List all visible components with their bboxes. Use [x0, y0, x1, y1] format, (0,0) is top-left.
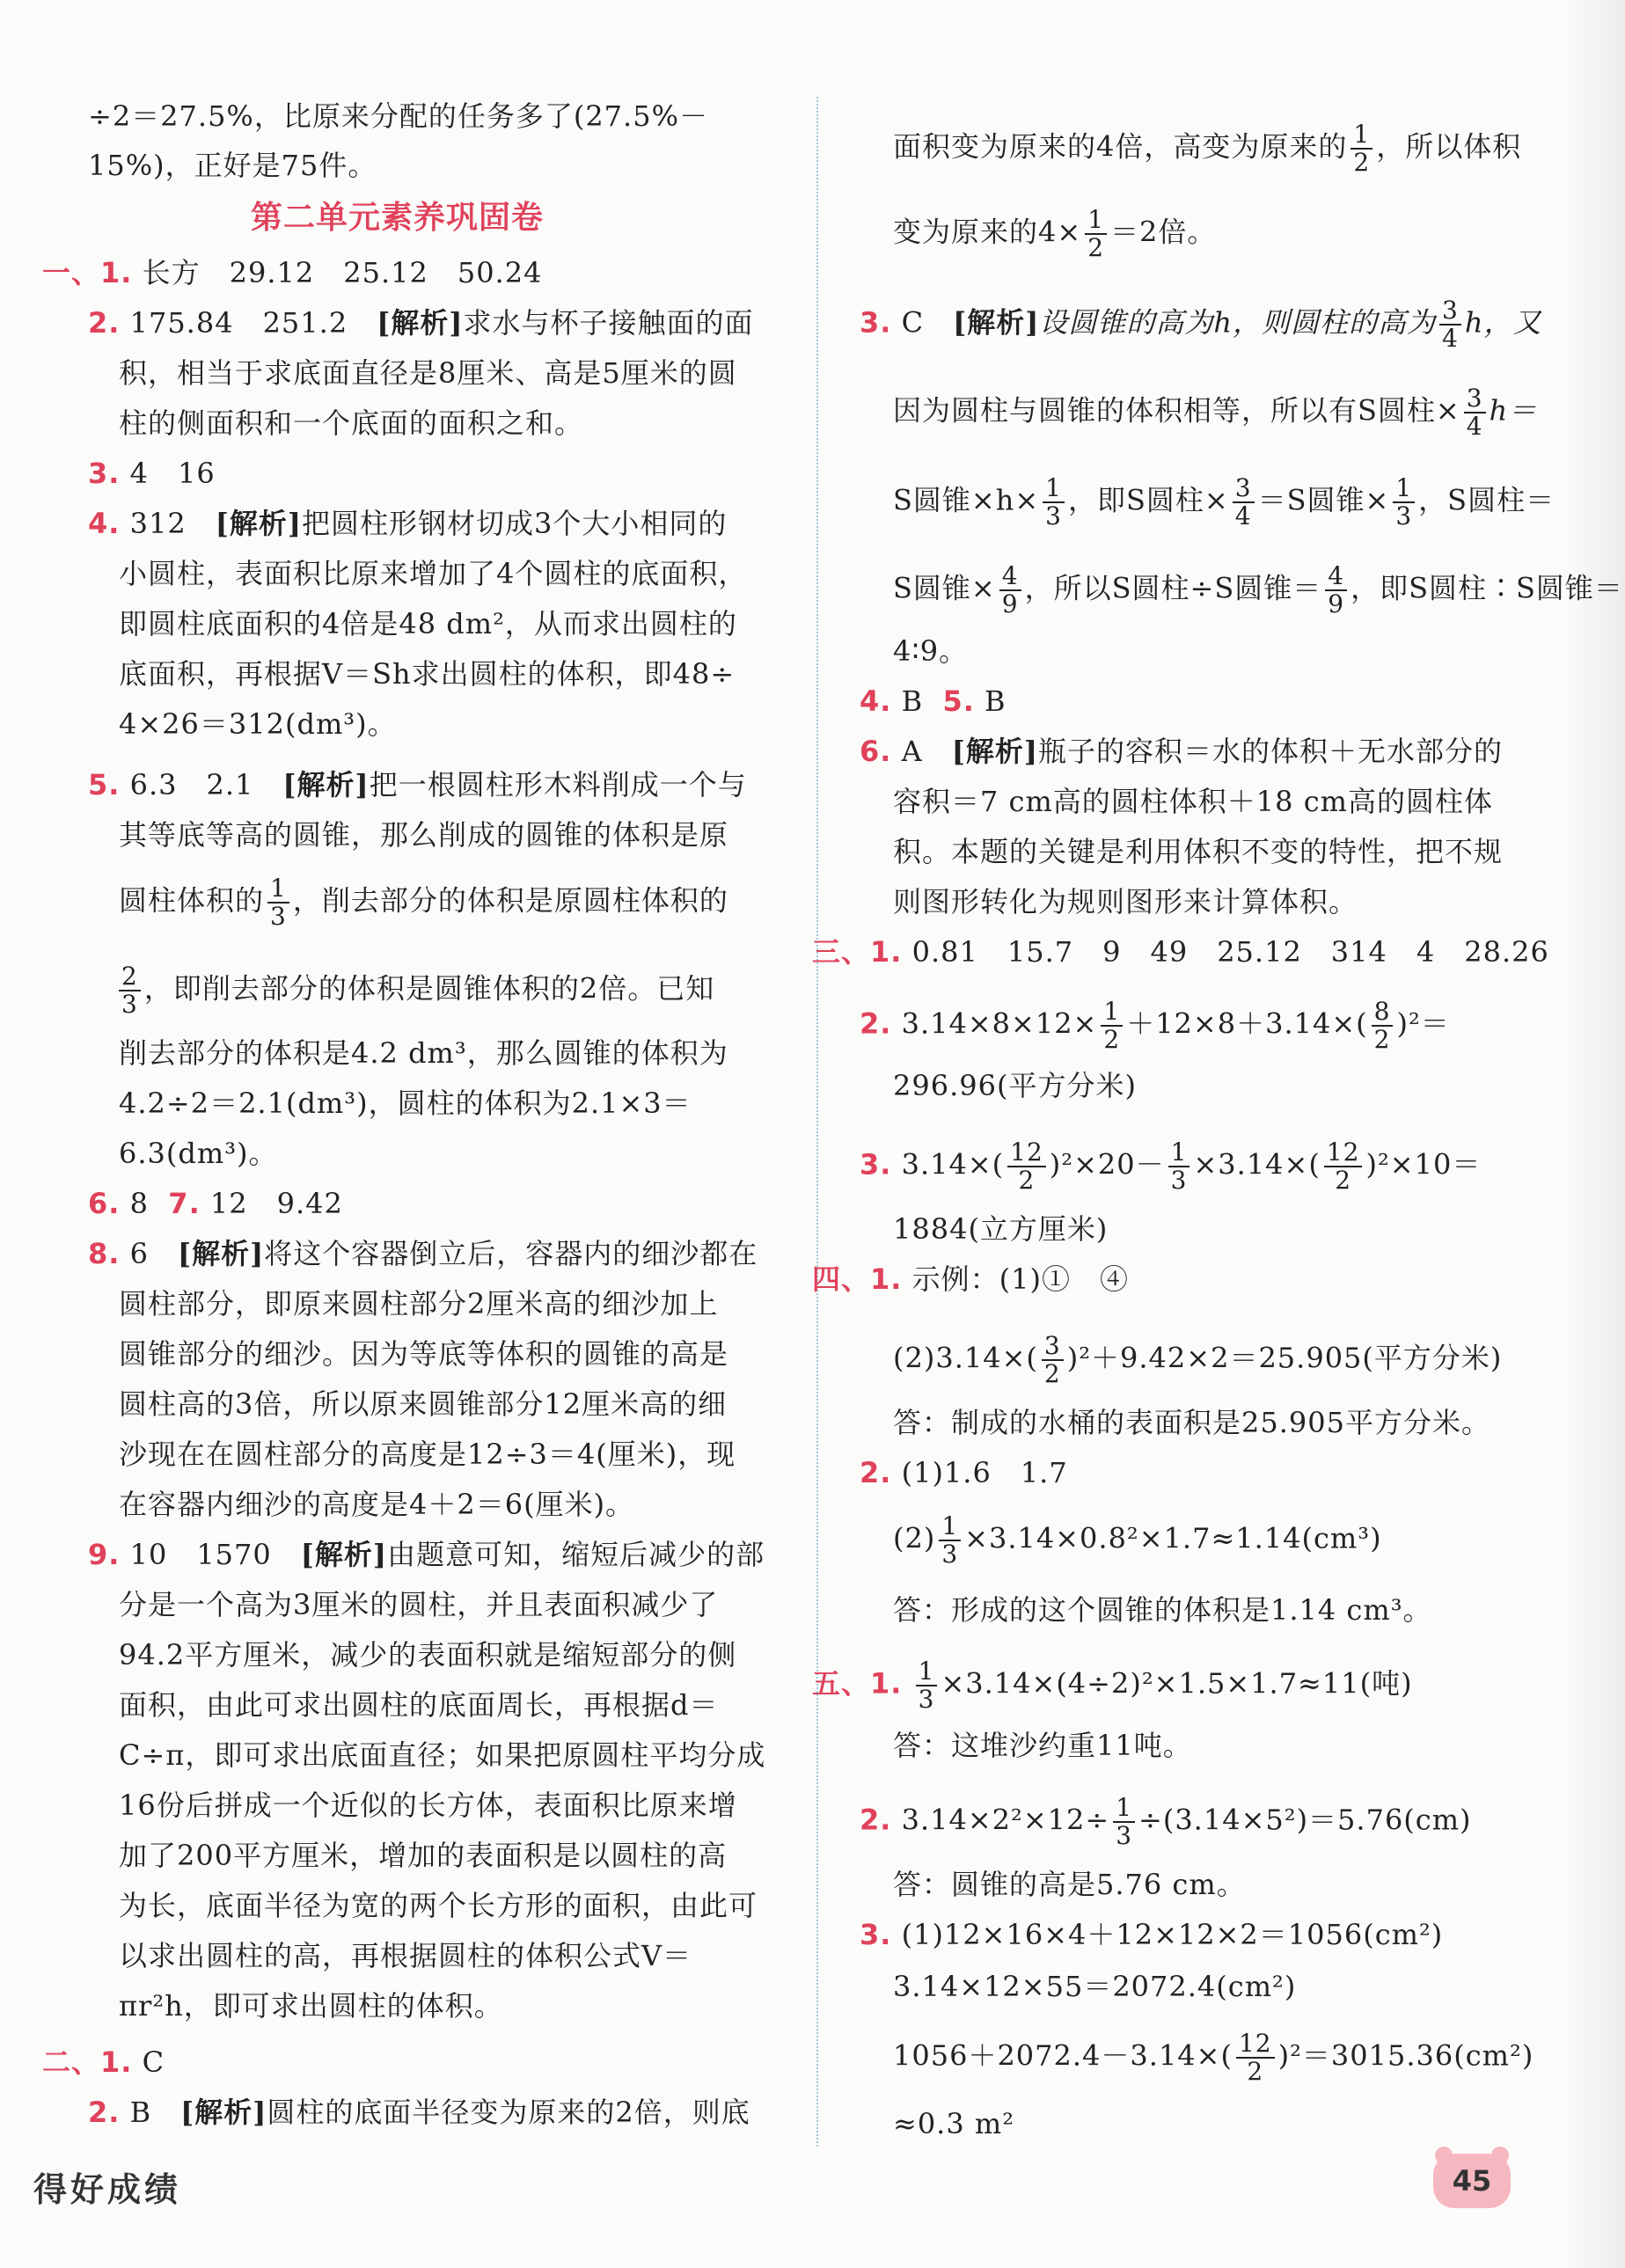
analysis-text: 由题意可知，缩短后减少的部: [387, 1538, 765, 1571]
answer-1-9: [88, 1535, 765, 1574]
numerator: 12: [1326, 1138, 1360, 1167]
denominator: 4: [1464, 412, 1486, 440]
denominator: 2: [1101, 1025, 1123, 1053]
denominator: 2: [1351, 148, 1372, 176]
text-line: 94.2平方厘米，减少的表面积就是缩短部分的侧: [119, 1638, 737, 1672]
numerator: 1: [1395, 473, 1413, 502]
text-span: ×20－: [1073, 1147, 1165, 1182]
numerator: 12: [1010, 1138, 1043, 1167]
fraction-3-4: [1464, 385, 1486, 440]
answer-text: 12 9.42: [209, 1187, 343, 1220]
fraction-1-3: [939, 1513, 961, 1568]
text-line: 答：制成的水桶的表面积是25.905平方分米。: [893, 1406, 1490, 1439]
text-span: ，削去部分的体积是原圆柱体积的: [292, 883, 728, 918]
fraction-1-3: [916, 1658, 938, 1713]
text-line: [893, 563, 1623, 618]
text-span: 圆柱体积的: [119, 883, 265, 918]
text-line: [893, 1513, 1382, 1568]
text-line: 圆柱部分，即原来圆柱部分2厘米高的细沙加上: [119, 1287, 719, 1321]
answer-text: 8: [129, 1187, 149, 1220]
denominator: 3: [939, 1540, 961, 1568]
fraction-8-2: [1372, 999, 1394, 1053]
item-number: 2.: [88, 2096, 121, 2129]
text-line: 1056＋2072.4－3.14×( $\frac{12}{2}$ )²＝3015.36(cm²): [893, 2029, 1534, 2086]
text-line: [893, 121, 1521, 176]
answer-text: 6.3 2.1: [129, 768, 283, 801]
numerator: 4: [1001, 561, 1019, 590]
text-line: 答：形成的这个圆锥的体积是1.14 cm³。: [893, 1593, 1432, 1627]
text-span: ×3.14×: [1193, 1147, 1309, 1182]
text-line: 积。本题的关键是利用体积不变的特性，把不规: [893, 835, 1504, 868]
analysis-text: 设圆锥的高为h，则圆柱的高为: [1039, 305, 1437, 340]
item-number: 2.: [88, 306, 121, 340]
part-label: 五、: [812, 1666, 871, 1701]
denominator: 2: [1042, 1359, 1064, 1387]
analysis-tag: [解析]: [377, 306, 464, 340]
numerator: 8: [1373, 997, 1391, 1026]
fraction-4-9: [1325, 563, 1347, 618]
analysis-text: 把圆柱形钢材切成3个大小相同的: [301, 507, 728, 540]
answer-1-5: [88, 765, 747, 804]
answer-text: 0.81 15.7 9 49 25.12 314 4 28.26: [911, 935, 1549, 969]
item-number: 6.: [860, 735, 892, 768]
text-line: 则图形转化为规则图形来计算体积。: [893, 885, 1358, 918]
column-divider: [816, 97, 818, 2147]
denominator: 2: [1372, 1025, 1394, 1053]
text-line: 分是一个高为3厘米的圆柱，并且表面积减少了: [119, 1588, 719, 1621]
fraction-2-3: [119, 963, 141, 1018]
answer-3-3: 3. 3.14×( $\frac{12}{2}$ )²×20－ $\frac{1}{3}$ ×3.14×( $\frac{12}{2}$ )²×10＝: [860, 1138, 1482, 1195]
numerator: 3: [1442, 296, 1459, 325]
fraction-1-3: [1113, 1795, 1135, 1849]
item-number: 6.: [88, 1187, 121, 1220]
denominator: 3: [916, 1685, 938, 1713]
item-number: 3.: [88, 457, 121, 490]
numerator: 12: [1238, 2029, 1272, 2058]
denominator: 3: [1043, 501, 1065, 530]
section-title: 第二单元素养巩固卷: [251, 200, 545, 236]
denominator: 3: [119, 990, 141, 1018]
text-line: C÷π，即可求出底面直径；如果把原圆柱平均分成: [119, 1738, 766, 1772]
text-span: ＝2倍。: [1110, 215, 1217, 249]
analysis-text: 瓶子的容积＝水的体积＋无水部分的: [1038, 735, 1504, 768]
text-line: 小圆柱，表面积比原来增加了4个圆柱的底面积，: [119, 557, 748, 590]
part-label: 二、: [42, 2045, 101, 2079]
item-number: 7.: [168, 1187, 201, 1220]
answer-4-2: [860, 1453, 1068, 1492]
answer-1-3: [88, 454, 216, 493]
text-span: (2)3.14×: [893, 1341, 1027, 1375]
text-line: 柱的侧面积和一个底面的面积之和。: [119, 406, 584, 440]
fraction-3-2: [1042, 1333, 1064, 1387]
answer-text: B: [901, 684, 924, 718]
text-span: 3.14×: [901, 1147, 992, 1182]
denominator: 2: [1007, 1166, 1046, 1194]
answer-text: (1)1.6 1.7: [901, 1456, 1068, 1489]
answer-2-3: [860, 297, 1541, 352]
text-line: 以求出圆柱的高，再根据圆柱的体积公式V＝: [119, 1939, 692, 1972]
text-line: ≈0.3 m²: [893, 2107, 1015, 2140]
fraction-1-3: [1168, 1139, 1190, 1194]
text-line: 15%)，正好是75件。: [88, 149, 377, 182]
denominator: 3: [267, 902, 289, 930]
text-span: ，即削去部分的体积是圆锥体积的2倍。已知: [143, 971, 715, 1006]
text-span: 因为圆柱与圆锥的体积相等，所以有S圆柱×: [893, 393, 1460, 428]
text-line: 296.96(平方分米): [893, 1069, 1137, 1102]
brand-logo-text: 得好成绩: [33, 2170, 182, 2209]
answer-2-2: [88, 2093, 750, 2132]
numerator: 1: [1170, 1138, 1188, 1167]
item-number: 3.: [860, 1147, 892, 1182]
text-line: 容积＝7 cm高的圆柱体积＋18 cm高的圆柱体: [893, 785, 1493, 818]
answer-text: 175.84 251.2: [129, 306, 377, 340]
text-line: 答：圆锥的高是5.76 cm。: [893, 1868, 1246, 1901]
fraction-12-2: [1324, 1139, 1363, 1194]
analysis-text: 求水与杯子接触面的面: [463, 306, 754, 340]
answer-2-4-5: [860, 682, 1006, 721]
text-line: 其等底等高的圆锥，那么削成的圆锥的体积是原: [119, 818, 729, 852]
answer-1-6-7: [88, 1184, 343, 1223]
part-label: 四、: [812, 1262, 871, 1296]
numerator: 3: [1043, 1331, 1061, 1360]
fraction-12-2: [1007, 1139, 1046, 1194]
answer-text: 长方 29.12 25.12 50.24: [142, 256, 543, 289]
text-line: 答：这堆沙约重11吨。: [893, 1729, 1192, 1762]
analysis-tag: [解析]: [951, 735, 1039, 768]
numerator: 3: [1234, 473, 1252, 502]
analysis-text: 圆柱的底面半径变为原来的2倍，则底: [267, 2096, 750, 2129]
answer-1-4: [88, 504, 727, 543]
text-span: ＋12×8＋3.14×: [1126, 1006, 1357, 1041]
fraction-1-3: [1393, 475, 1415, 530]
item-number: 4.: [88, 507, 121, 540]
numerator: 3: [1466, 384, 1483, 413]
analysis-tag: [解析]: [177, 1237, 265, 1270]
item-number: 1.: [100, 2045, 133, 2079]
text-span: ×10＝: [1389, 1147, 1482, 1182]
text-span: 1056＋2072.4－3.14×: [893, 2038, 1221, 2073]
text-line: πr²h，即可求出圆柱的体积。: [119, 1989, 503, 2023]
answer-1-2: [88, 304, 754, 342]
text-line: [893, 385, 1537, 440]
analysis-tag: [解析]: [953, 305, 1040, 340]
text-span: 面积变为原来的4倍，高变为原来的: [893, 129, 1348, 164]
item-number: 1.: [870, 935, 903, 969]
analysis-tag: [解析]: [282, 768, 370, 801]
analysis-tag: [解析]: [215, 507, 302, 540]
item-number: 2.: [860, 1006, 892, 1041]
denominator: 2: [1324, 1166, 1363, 1194]
fraction-1-2: [1101, 999, 1123, 1053]
answer-text: 10 1570: [129, 1538, 301, 1571]
item-number: 5.: [88, 768, 121, 801]
fraction-1-3: [267, 875, 289, 930]
text-span: S圆锥×: [893, 571, 996, 605]
denominator: 4: [1233, 501, 1255, 530]
text-span: ×3.14×(4÷2)²×1.5×1.7≈11(吨): [941, 1666, 1413, 1701]
denominator: 4: [1439, 324, 1461, 352]
fraction-1-3: [1043, 475, 1065, 530]
answer-3-2: 2. 3.14×8×12× $\frac{1}{2}$ ＋12×8＋3.14×( $\frac{8}{2}$ )²＝: [860, 997, 1450, 1054]
text-line: 在容器内细沙的高度是4＋2＝6(厘米)。: [119, 1488, 635, 1521]
text-line: 削去部分的体积是4.2 dm³，那么圆锥的体积为: [119, 1036, 728, 1070]
text-line: 6.3(dm³)。: [119, 1137, 278, 1170]
fraction-1-2: [1351, 121, 1372, 176]
analysis-tag: [解析]: [300, 1538, 388, 1571]
text-span: ，所以体积: [1376, 129, 1522, 164]
answer-1-8: [88, 1234, 758, 1273]
answer-5-3: [860, 1915, 1443, 1954]
text-span: ＝: [1420, 1006, 1450, 1041]
denominator: 3: [1168, 1166, 1190, 1194]
fraction-12-2: [1236, 2030, 1275, 2085]
text-span: S圆锥×h×: [893, 483, 1040, 517]
text-line: 底面积，再根据V＝Sh求出圆柱的体积，即48÷: [119, 657, 736, 691]
text-line: 加了200平方厘米，增加的表面积是以圆柱的高: [119, 1839, 728, 1872]
item-number: 2.: [860, 1803, 892, 1837]
answer-text: C: [901, 305, 954, 340]
denominator: 3: [1113, 1821, 1135, 1849]
page-number: 45: [1452, 2164, 1492, 2198]
answer-text: A: [901, 735, 952, 768]
item-number: 2.: [860, 1456, 892, 1489]
text-span: ＋9.42×2＝25.905(平方分米): [1091, 1341, 1503, 1375]
text-line: 即圆柱底面积的4倍是48 dm²，从而求出圆柱的: [119, 607, 737, 640]
text-span: h＝: [1489, 393, 1538, 428]
text-line: (2)3.14×( $\frac{3}{2}$ )²＋9.42×2＝25.905(平方分米): [893, 1331, 1503, 1388]
numerator: 1: [1087, 205, 1105, 234]
denominator: 3: [1393, 501, 1415, 530]
fraction-1-2: [1085, 207, 1107, 261]
text-line: [119, 875, 728, 930]
text-span: ，所以S圆柱÷S圆锥＝: [1024, 571, 1322, 605]
text-line: 16份后拼成一个近似的长方体，表面积比原来增: [119, 1789, 737, 1822]
numerator: 2: [121, 962, 138, 991]
numerator: 1: [918, 1657, 935, 1686]
answer-text: 4 16: [129, 457, 216, 490]
answer-text: C: [142, 2045, 165, 2079]
text-span: ＝S圆锥×: [1257, 483, 1390, 517]
item-number: 3.: [860, 1918, 892, 1951]
item-number: 8.: [88, 1237, 121, 1270]
fraction-3-4: [1439, 297, 1461, 352]
text-line: 圆锥部分的细沙。因为等底等体积的圆锥的高是: [119, 1337, 729, 1371]
text-span: ＝3015.36(cm²): [1301, 2038, 1534, 2073]
item-number: 1.: [870, 1666, 903, 1701]
text-line: 为长，底面半径为宽的两个长方形的面积，由此可: [119, 1889, 758, 1922]
text-line: 4×26＝312(dm³)。: [119, 707, 397, 741]
analysis-tag: [解析]: [180, 2096, 267, 2129]
text-line: 1884(立方厘米): [893, 1212, 1109, 1246]
text-span: h，又: [1464, 305, 1542, 340]
answer-text: 示例：(1)① ④: [911, 1262, 1129, 1296]
denominator: 2: [1085, 233, 1107, 261]
text-span: ×3.14×0.8²×1.7≈1.14(cm³): [964, 1521, 1382, 1555]
denominator: 9: [999, 589, 1021, 618]
numerator: 1: [1116, 1793, 1133, 1822]
answer-text: B: [129, 2096, 181, 2129]
text-span: (2): [893, 1521, 936, 1555]
text-span: 3.14×8×12×: [901, 1006, 1098, 1041]
text-line: 3.14×12×55＝2072.4(cm²): [893, 1970, 1297, 2003]
fraction-4-9: [999, 563, 1021, 618]
text-line: 沙现在在圆柱部分的高度是12÷3＝4(厘米)，现: [119, 1438, 736, 1471]
answer-5-1: [812, 1658, 1413, 1713]
answer-4-1: [812, 1260, 1129, 1299]
text-line: 圆柱高的3倍，所以原来圆锥部分12厘米高的细: [119, 1387, 728, 1421]
answer-text: B: [985, 684, 1006, 718]
numerator: 1: [941, 1511, 959, 1540]
denominator: 2: [1236, 2057, 1275, 2085]
item-number: 1.: [870, 1262, 903, 1296]
text-span: 3.14×2²×12÷: [901, 1803, 1110, 1837]
answer-text: (1)12×16×4＋12×12×2＝1056(cm²): [901, 1918, 1444, 1951]
fraction-3-4: [1233, 475, 1255, 530]
answer-text: 6: [129, 1237, 178, 1270]
text-line: [893, 207, 1216, 261]
text-line: 积，相当于求底面直径是8厘米、高是5厘米的圆: [119, 356, 737, 390]
numerator: 1: [1103, 997, 1121, 1026]
text-line: 4∶9。: [893, 634, 969, 668]
text-span: ÷(3.14×5²)＝5.76(cm): [1138, 1803, 1472, 1837]
answer-2-6: [860, 732, 1503, 771]
text-line: ÷2＝27.5%，比原来分配的任务多了(27.5%－: [88, 99, 708, 133]
denominator: 9: [1325, 589, 1347, 618]
part-label: 三、: [812, 935, 871, 969]
text-line: 4.2÷2＝2.1(dm³)，圆柱的体积为2.1×3＝: [119, 1086, 692, 1120]
answer-5-2: [860, 1795, 1472, 1849]
answer-text: 312: [129, 507, 216, 540]
page-edge-shadow: [1563, 0, 1625, 2268]
item-number: 3.: [860, 305, 892, 340]
text-span: ，即S圆柱×: [1068, 483, 1229, 517]
item-number: 5.: [942, 684, 975, 718]
numerator: 1: [1045, 473, 1062, 502]
analysis-text: 将这个容器倒立后，容器内的细沙都在: [264, 1237, 758, 1270]
text-span: 变为原来的4×: [893, 215, 1082, 249]
text-line: 面积，由此可求出圆柱的底面周长，再根据d＝: [119, 1688, 719, 1722]
analysis-text: 把一根圆柱形木料削成一个与: [369, 768, 747, 801]
numerator: 1: [1353, 120, 1371, 149]
numerator: 1: [270, 874, 287, 903]
numerator: 4: [1328, 561, 1345, 590]
text-line: [119, 963, 714, 1018]
text-span: ，即S圆柱∶S圆锥＝: [1351, 571, 1623, 605]
item-number: 4.: [860, 684, 892, 718]
item-number: 9.: [88, 1538, 121, 1571]
text-line: [893, 475, 1555, 530]
answer-2-1: [42, 2043, 165, 2081]
answer-1-1: [42, 253, 542, 292]
item-number: 1.: [100, 256, 133, 289]
answer-3-1: [812, 933, 1549, 971]
part-label: 一、: [42, 256, 101, 289]
text-span: ，S圆柱＝: [1418, 483, 1555, 517]
